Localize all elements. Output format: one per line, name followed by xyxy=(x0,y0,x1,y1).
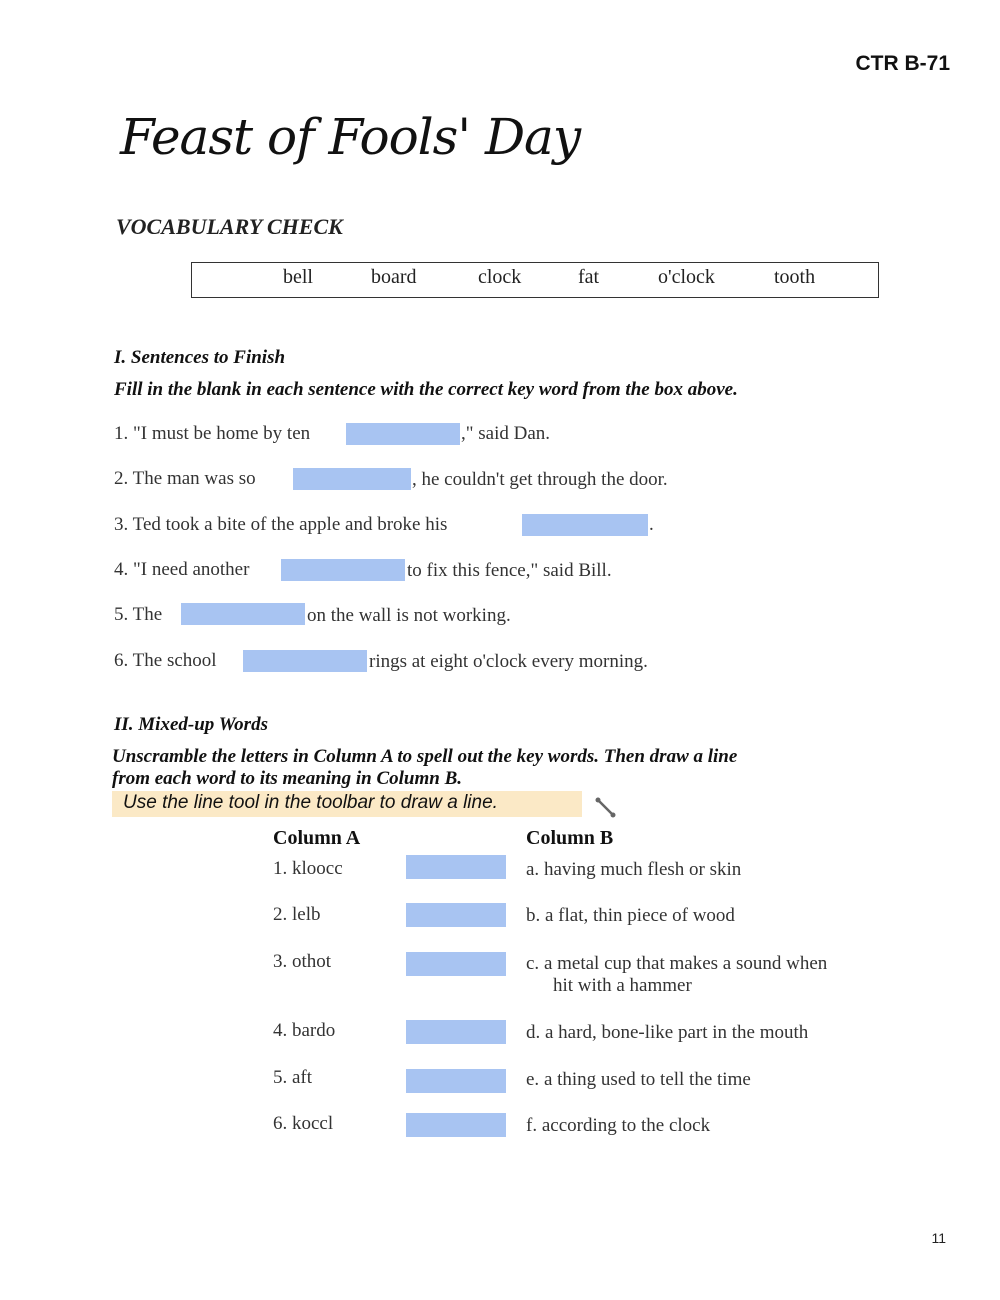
column-a-item xyxy=(273,951,331,973)
unscramble-blank-1[interactable] xyxy=(406,855,506,879)
part1-instruction: Fill in the blank in each sentence with the correct key word from the box above. xyxy=(114,379,738,400)
meaning-text-continued: hit with a hammer xyxy=(553,975,692,996)
section-heading: VOCABULARY CHECK xyxy=(116,214,343,239)
sentence-3 xyxy=(114,514,447,536)
sentence-4 xyxy=(114,559,249,581)
meaning-text: according to the clock xyxy=(541,1115,711,1136)
sentence-5 xyxy=(114,604,162,626)
answer-blank-6[interactable] xyxy=(243,650,367,672)
unscramble-blank-6[interactable] xyxy=(406,1113,506,1137)
item-number: 4. xyxy=(273,1020,288,1041)
column-a-item xyxy=(273,858,343,880)
item-number: 2. xyxy=(273,904,288,925)
column-b-item xyxy=(526,1022,808,1044)
column-a-heading: Column A xyxy=(273,827,361,849)
column-b-heading: Column B xyxy=(526,827,614,849)
scrambled-word: othot xyxy=(292,951,332,972)
sentence-text-before: Ted took a bite of the apple and broke his xyxy=(132,514,448,535)
part2-instruction-line2: from each word to its meaning in Column B. xyxy=(112,768,462,789)
sentence-number: 6. xyxy=(114,650,129,671)
column-a-item xyxy=(273,1067,312,1089)
sentence-number: 3. xyxy=(114,514,129,535)
item-number: 1. xyxy=(273,858,288,879)
sentence-number: 5. xyxy=(114,604,129,625)
part1-heading: I. Sentences to Finish xyxy=(114,347,286,368)
page-number: 11 xyxy=(931,1230,946,1246)
meaning-text: a thing used to tell the time xyxy=(543,1069,751,1090)
item-number: 3. xyxy=(273,951,288,972)
item-letter: b. xyxy=(526,905,541,926)
key-word: bell xyxy=(283,266,313,288)
meaning-text: having much flesh or skin xyxy=(543,859,742,880)
answer-blank-1[interactable] xyxy=(346,423,460,445)
meaning-text: a hard, bone-like part in the mouth xyxy=(545,1022,809,1043)
key-word: tooth xyxy=(774,266,816,288)
unscramble-blank-4[interactable] xyxy=(406,1020,506,1044)
sentence-number: 1. xyxy=(114,423,129,444)
document-code: CTR B-71 xyxy=(855,52,950,75)
key-word: clock xyxy=(478,266,522,288)
item-letter: e. xyxy=(526,1069,540,1090)
sentence-text-before: The xyxy=(132,604,163,625)
page-title: Feast of Fools' Day xyxy=(120,108,581,166)
sentence-text-after: , he couldn't get through the door. xyxy=(412,469,668,490)
unscramble-blank-5[interactable] xyxy=(406,1069,506,1093)
scrambled-word: kloocc xyxy=(292,858,343,879)
item-letter: a. xyxy=(526,859,540,880)
column-b-item xyxy=(526,859,741,881)
answer-blank-5[interactable] xyxy=(181,603,305,625)
sentence-text-before: "I must be home by ten xyxy=(133,423,311,444)
meaning-text: a flat, thin piece of wood xyxy=(545,905,735,926)
scrambled-word: bardo xyxy=(292,1020,336,1041)
scrambled-word: koccl xyxy=(292,1113,334,1134)
answer-blank-4[interactable] xyxy=(281,559,405,581)
column-a-item xyxy=(273,1113,333,1135)
column-a-item xyxy=(273,904,321,926)
sentence-2 xyxy=(114,468,256,490)
item-number: 6. xyxy=(273,1113,288,1134)
sentence-number: 2. xyxy=(114,468,129,489)
key-word: fat xyxy=(578,266,600,288)
part2-heading: II. Mixed-up Words xyxy=(114,714,268,735)
item-letter: f. xyxy=(526,1115,538,1136)
meaning-text: a metal cup that makes a sound when xyxy=(543,953,828,974)
sentence-text-after: to fix this fence," said Bill. xyxy=(407,560,612,581)
sentence-1 xyxy=(114,423,310,445)
sentence-text-after: ," said Dan. xyxy=(461,423,551,444)
part2-instruction-line1: Unscramble the letters in Column A to spell out the key words. Then draw a line xyxy=(112,746,738,767)
line-tool-icon[interactable] xyxy=(594,796,618,820)
key-word: o'clock xyxy=(658,266,715,288)
line-tool-hint: Use the line tool in the toolbar to draw a line. xyxy=(123,792,498,813)
sentence-6 xyxy=(114,650,217,672)
sentence-text-after: . xyxy=(649,514,654,535)
sentence-number: 4. xyxy=(114,559,129,580)
scrambled-word: aft xyxy=(292,1067,313,1088)
column-b-item xyxy=(526,953,827,975)
key-word: board xyxy=(371,266,417,288)
column-b-item xyxy=(526,1069,751,1091)
answer-blank-3[interactable] xyxy=(522,514,648,536)
item-letter: d. xyxy=(526,1022,541,1043)
answer-blank-2[interactable] xyxy=(293,468,411,490)
column-b-item xyxy=(526,1115,710,1137)
sentence-text-after: rings at eight o'clock every morning. xyxy=(369,651,648,672)
item-letter: c. xyxy=(526,953,540,974)
scrambled-word: lelb xyxy=(292,904,321,925)
item-number: 5. xyxy=(273,1067,288,1088)
sentence-text-before: The school xyxy=(132,650,217,671)
sentence-text-after: on the wall is not working. xyxy=(307,605,511,626)
column-b-item xyxy=(526,905,735,927)
sentence-text-before: "I need another xyxy=(133,559,250,580)
sentence-text-before: The man was so xyxy=(132,468,256,489)
unscramble-blank-3[interactable] xyxy=(406,952,506,976)
unscramble-blank-2[interactable] xyxy=(406,903,506,927)
column-a-item xyxy=(273,1020,335,1042)
